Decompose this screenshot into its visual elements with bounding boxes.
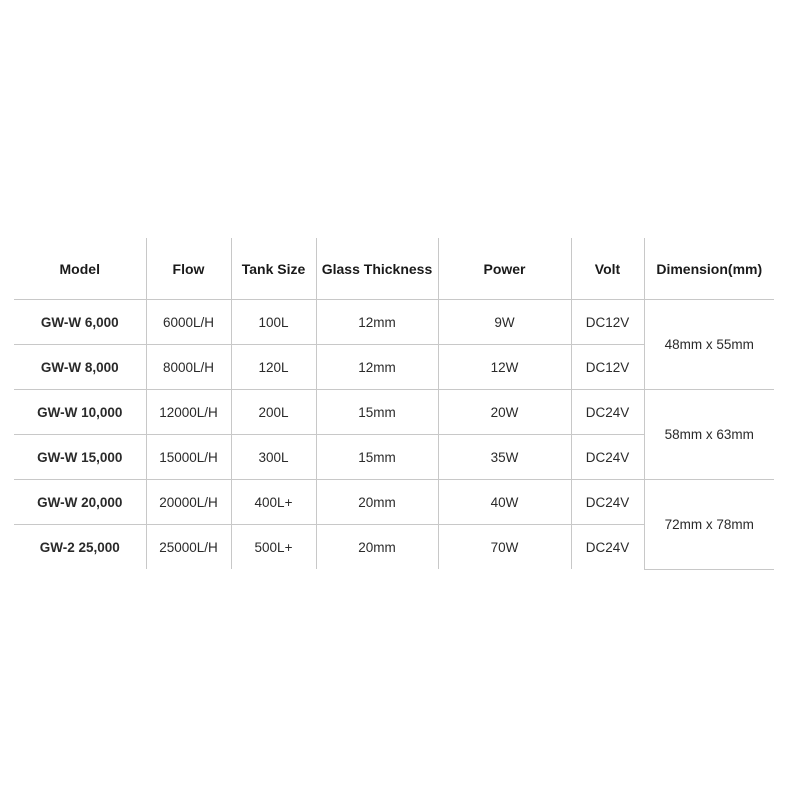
tank-size-cell: 120L bbox=[231, 345, 316, 390]
model-cell: GW-W 10,000 bbox=[14, 390, 146, 435]
glass-thickness-cell: 15mm bbox=[316, 390, 438, 435]
volt-cell: DC12V bbox=[571, 345, 644, 390]
volt-cell: DC12V bbox=[571, 300, 644, 345]
spec-table bbox=[14, 238, 774, 570]
flow-cell: 12000L/H bbox=[146, 390, 231, 435]
power-cell: 40W bbox=[438, 480, 571, 525]
power-cell: 70W bbox=[438, 525, 571, 570]
table-row bbox=[14, 300, 774, 345]
header-tank-size: Tank Size bbox=[231, 238, 316, 300]
flow-cell: 20000L/H bbox=[146, 480, 231, 525]
glass-thickness-cell: 20mm bbox=[316, 525, 438, 570]
volt-cell: DC24V bbox=[571, 435, 644, 480]
dimension-cell: 72mm x 78mm bbox=[644, 480, 774, 570]
flow-cell: 6000L/H bbox=[146, 300, 231, 345]
model-cell: GW-W 6,000 bbox=[14, 300, 146, 345]
flow-cell: 15000L/H bbox=[146, 435, 231, 480]
dimension-cell: 58mm x 63mm bbox=[644, 390, 774, 480]
model-cell: GW-W 20,000 bbox=[14, 480, 146, 525]
volt-cell: DC24V bbox=[571, 525, 644, 570]
volt-cell: DC24V bbox=[571, 480, 644, 525]
glass-thickness-cell: 20mm bbox=[316, 480, 438, 525]
header-model: Model bbox=[14, 238, 146, 300]
header-power: Power bbox=[438, 238, 571, 300]
model-cell: GW-W 15,000 bbox=[14, 435, 146, 480]
flow-cell: 8000L/H bbox=[146, 345, 231, 390]
tank-size-cell: 500L+ bbox=[231, 525, 316, 570]
tank-size-cell: 300L bbox=[231, 435, 316, 480]
header-glass-thickness: Glass Thickness bbox=[316, 238, 438, 300]
table-row bbox=[14, 390, 774, 435]
table-row bbox=[14, 480, 774, 525]
power-cell: 9W bbox=[438, 300, 571, 345]
glass-thickness-cell: 15mm bbox=[316, 435, 438, 480]
header-volt: Volt bbox=[571, 238, 644, 300]
model-cell: GW-2 25,000 bbox=[39, 539, 120, 555]
power-cell: 12W bbox=[438, 345, 571, 390]
header-flow: Flow bbox=[146, 238, 231, 300]
tank-size-cell: 400L+ bbox=[231, 480, 316, 525]
tank-size-cell: 200L bbox=[231, 390, 316, 435]
power-cell: 20W bbox=[438, 390, 571, 435]
dimension-cell: 48mm x 55mm bbox=[644, 300, 774, 390]
header-dimension: Dimension(mm) bbox=[644, 238, 774, 300]
tank-size-cell: 100L bbox=[231, 300, 316, 345]
model-cell: GW-W 8,000 bbox=[14, 345, 146, 390]
glass-thickness-cell: 12mm bbox=[316, 300, 438, 345]
header-row bbox=[14, 238, 774, 300]
volt-cell: DC24V bbox=[571, 390, 644, 435]
power-cell: 35W bbox=[438, 435, 571, 480]
glass-thickness-cell: 12mm bbox=[316, 345, 438, 390]
flow-cell: 25000L/H bbox=[146, 525, 231, 570]
